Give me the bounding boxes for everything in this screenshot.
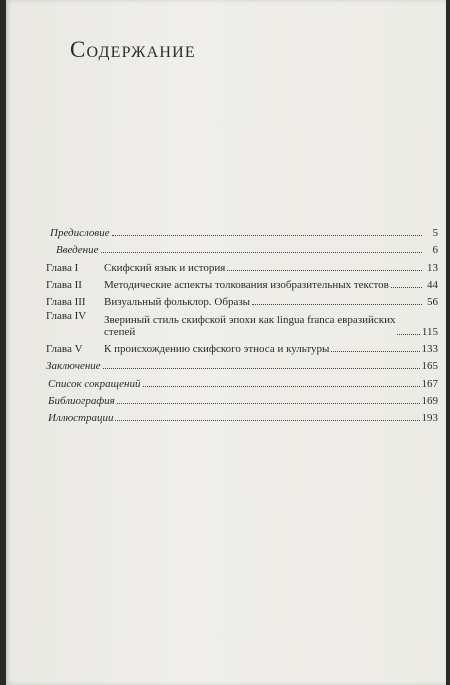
toc-entry [46,274,438,291]
toc-entry-title: К происхождению скифского этноса и культуры [104,343,330,356]
dot-leader [115,420,419,421]
toc-entry [46,291,438,308]
toc-entry-title: Методические аспекты толкования изобразительных текстов [104,278,389,291]
toc-entry [46,355,438,372]
toc-entry-title: Введение [56,244,99,257]
toc-entry-title: Иллюстрации [48,411,114,424]
toc-entry-page: 193 [421,411,438,424]
toc-entry-chapter: Глава II [46,278,82,291]
toc-entry-chapter: Глава IV [46,309,87,322]
toc-entry-page: 115 [421,325,438,338]
toc-entry-chapter: Глава I [46,261,79,274]
toc-entry-page: 13 [427,261,438,274]
toc-entry-page: 167 [421,377,438,390]
toc-entry [46,390,438,407]
dot-leader [117,403,420,404]
toc-entry-title: Звериный стиль скифской эпохи как lingua franca евразийских [104,313,396,326]
toc-entry-title: Предисловие [50,227,110,240]
toc-entry [46,407,438,424]
dot-leader [391,287,422,288]
table-of-contents [46,222,438,424]
dot-leader [101,252,422,253]
toc-entry-chapter: Глава V [46,343,83,356]
toc-entry-page: 133 [421,343,438,356]
toc-entry-page: 169 [421,394,438,407]
page-title: Содержание [70,37,196,62]
book-page [6,0,446,685]
toc-entry-chapter: Глава III [46,295,86,308]
toc-entry-page: 56 [427,295,438,308]
toc-entry-page: 165 [421,360,438,373]
dot-leader [112,235,422,236]
dot-leader [103,368,420,369]
toc-entry-title-continued: степей [104,325,136,338]
dot-leader [227,270,422,271]
toc-entry-title: Скифский язык и история [104,261,226,274]
toc-entry [46,222,438,239]
toc-entry [46,338,438,355]
dot-leader [397,334,419,335]
toc-entry [46,308,438,338]
dot-leader [252,304,422,305]
toc-entry [46,256,438,273]
dot-leader [331,351,419,352]
dot-leader [143,386,420,387]
toc-entry [46,372,438,389]
toc-entry-title: Заключение [46,360,101,373]
toc-entry-title: Библиография [48,394,115,407]
toc-entry [46,239,438,256]
toc-entry-title-wrapped [104,314,395,338]
toc-entry-title: Визуальный фольклор. Образы [104,295,251,308]
toc-entry-page: 6 [432,244,438,257]
toc-entry-page: 44 [427,278,438,291]
toc-entry-page: 5 [432,227,438,240]
toc-entry-title: Список сокращений [48,377,141,390]
